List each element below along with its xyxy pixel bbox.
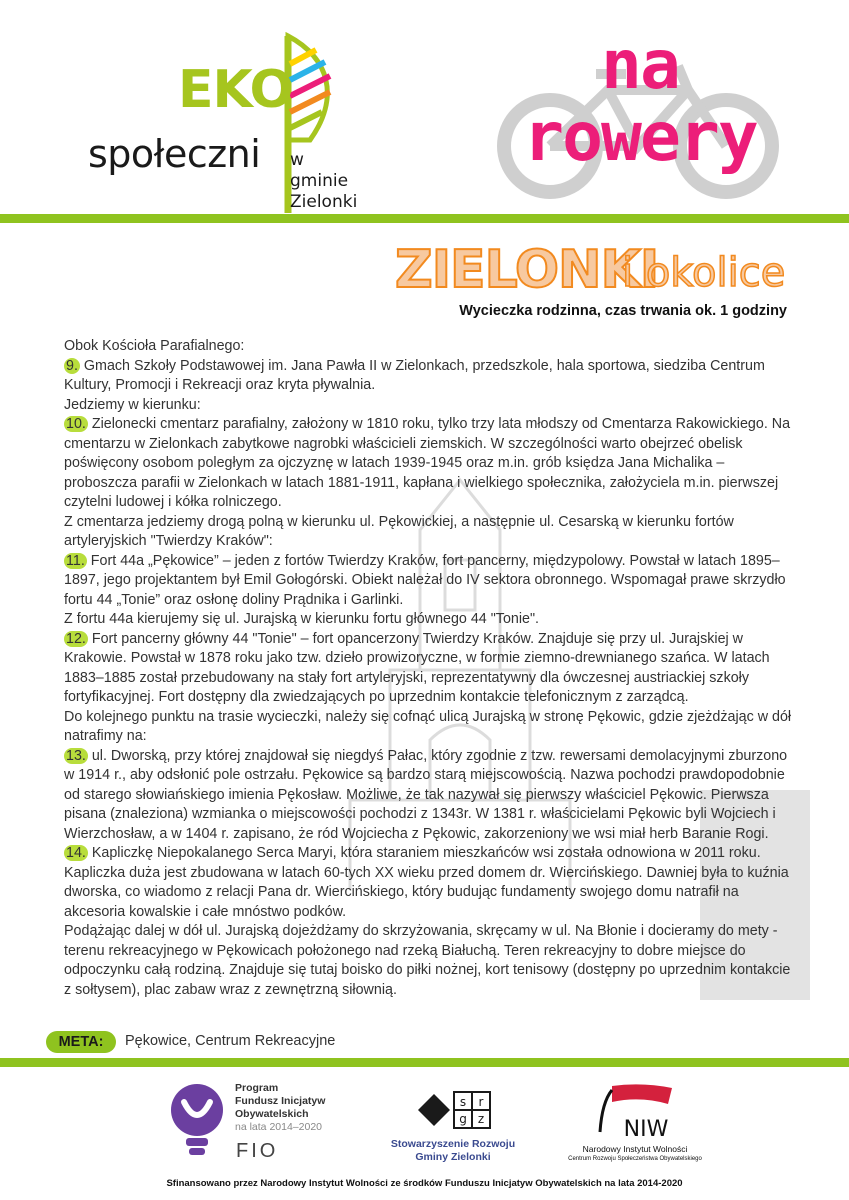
stop-number-10: 10. bbox=[66, 416, 86, 432]
fio-line1: Program bbox=[235, 1082, 279, 1094]
route-title-main: ZIELONKI bbox=[395, 240, 659, 300]
niw-flag-logo-icon bbox=[582, 1082, 692, 1142]
stop-9-text: Gmach Szkoły Podstawowej im. Jana Pawła II w Zielonkach, przedszkole, hala sportowa, siedziba Centrum Kultury, Promocji i Rekreacji oraz kryta pływalnia. bbox=[64, 357, 765, 393]
route-title-small: i okolice bbox=[622, 250, 786, 296]
direction-3: Z fortu 44a kierujemy się ul. Jurajską w kierunku fortu głównego 44 "Tonie". bbox=[64, 611, 540, 627]
logo-gmina-line2: Zielonki bbox=[290, 192, 358, 212]
fio-line4: na lata 2014–2020 bbox=[235, 1121, 322, 1133]
srgz-letter-g: g bbox=[459, 1112, 467, 1126]
meta-badge: META: bbox=[46, 1031, 116, 1053]
direction-2: Z cmentarza jedziemy drogą polną w kierunku ul. Pękowickiej, a następnie ul. Cesarską w kierunku fortów artyleryjskich "Twierdzy Kraków": bbox=[64, 513, 734, 549]
stop-number-9: 9. bbox=[66, 357, 78, 374]
route-subtitle: Wycieczka rodzinna, czas trwania ok. 1 godziny bbox=[459, 303, 787, 319]
stop-number-11: 11. bbox=[66, 552, 85, 569]
logo-gmina-text bbox=[290, 150, 357, 213]
stop-number-13: 13. bbox=[66, 747, 86, 764]
fio-logo-text: FIO bbox=[236, 1140, 279, 1162]
srgz-letter-r: r bbox=[478, 1095, 484, 1109]
stop-11 bbox=[64, 552, 794, 611]
meta-destination: Pękowice, Centrum Rekreacyjne bbox=[125, 1033, 336, 1049]
direction-4: Do kolejnego punktu na trasie wycieczki, należy się cofnąć ulicą Jurajską w stronę Pękowic, gdzie zjeżdżając w dół natrafimy na: bbox=[64, 708, 792, 744]
srgz-caption bbox=[378, 1138, 528, 1164]
stop-number-14: 14. bbox=[66, 845, 86, 861]
niw-caption bbox=[565, 1144, 705, 1164]
funding-note: Sfinansowano przez Narodowy Instytut Wolności ze środków Funduszu Inicjatyw Obywatelskich na lata 2014-2020 bbox=[166, 1178, 683, 1189]
na-rowery-title bbox=[490, 26, 790, 177]
fio-line2: Fundusz Inicjatyw bbox=[235, 1095, 326, 1107]
stop-10 bbox=[64, 415, 794, 513]
fio-lightbulb-icon bbox=[162, 1080, 232, 1160]
srgz-logo-icon bbox=[414, 1090, 494, 1130]
stop-10-text: Zielonecki cmentarz parafialny, założony w 1810 roku, tylko trzy lata młodszy od Cmentarza Rakowickiego. Na cmentarzu w Zielonkach zabytkowe nagrobki właścicieli ziemskich. W szczególności warto obejrzeć obelisk poświęcony osobom poległym za ojczyznę w latach 1939-1945 oraz m.in. grób księdza Jana Michalika – proboszcza parafii w Zielonkach w latach 1881-1911, kapłana i wielkiego społecznika, założyciela m.in. pierwszej czytelni ludowej i kółka rolniczego. bbox=[64, 416, 791, 510]
stop-13-text: ul. Dworską, przy której znajdował się niegdyś Pałac, który zgodnie z tzw. rewersami demolacyjnymi zburzono w 1914 r., aby odsłonić pole ostrzału. Pękowice są bardzo starą miejscowością. Nazwa pochodzi prawdopodobnie od starego słowiańskiego imienia Pękosław. Możliwe, że tak nazywał się pierwszy właściciel Pękowic. Pierwsza pisana (znaleziona) wzmianka o miejscowości pochodzi z 1343r. W 1381 r. właścicielami Pękowic byli Wojciech i Wierzchosław, a w 1404 r. zapisano, że ród Wojciecha z Pękowic, zakorzeniony we wsi miał herb Baranie Rogi. bbox=[64, 747, 788, 842]
stop-14 bbox=[64, 844, 794, 922]
niw-logo-text: NIW bbox=[623, 1117, 669, 1142]
logo-gmina-line1: w gminie bbox=[290, 150, 349, 191]
stop-12-text: Fort pancerny główny 44 "Tonie" – fort opancerzony Twierdzy Kraków. Znajduje się przy ul. Jurajskiej w Krakowie. Powstał w 1878 roku jako tzw. dzieło prowizoryczne, w formie ziemno-drewnianego szańca. W latach 1883–1885 został przebudowany na stały fort artyleryjski, reprezentatywny dla ówczesnej austriackiej szkoły fortyfikacyjnej. Fort dostępny dla zwiedzających po uprzednim kontakcie telefonicznym z zarządcą. bbox=[64, 630, 770, 705]
top-divider-bar bbox=[0, 214, 849, 223]
srgz-letter-z: z bbox=[477, 1112, 485, 1126]
na-rowery-line1: na bbox=[601, 26, 679, 105]
stop-9 bbox=[64, 357, 794, 396]
logo-spoleczni-word: społeczni bbox=[88, 132, 261, 176]
niw-line1: Narodowy Instytut Wolności bbox=[582, 1144, 688, 1154]
srgz-line1: Stowarzyszenie Rozwoju bbox=[390, 1138, 516, 1150]
closing-paragraph: Podążając dalej w dół ul. Jurajską dojeżdżamy do skrzyżowania, skręcamy w ul. Na Błonie i docieramy do mety - terenu rekreacyjnego w Pękowicach położonego nad rzeką Białuchą. Teren rekreacyjny to dobre miejsce do odpoczynku całą rodziną. Znajduje się tutaj boisko do piłki nożnej, kort tenisowy (dostępny po uprzednim kontakcie z sołtysem), plac zabaw wraz z zewnętrzną siłownią. bbox=[64, 923, 791, 998]
srgz-line2: Gminy Zielonki bbox=[415, 1151, 491, 1163]
srgz-letter-s: s bbox=[459, 1095, 467, 1109]
bottom-divider-bar bbox=[0, 1058, 849, 1067]
logo-eko-word: EKO bbox=[178, 60, 293, 120]
fio-line3: Obywatelskich bbox=[235, 1108, 309, 1120]
niw-line2: Centrum Rozwoju Społeczeństwa Obywatelskiego bbox=[568, 1156, 702, 1162]
intro-line: Obok Kościoła Parafialnego: bbox=[64, 338, 245, 354]
stop-14-text: Kapliczkę Niepokalanego Serca Maryi, która staraniem mieszkańców wsi została odnowiona w 2011 roku. Kapliczka duża jest zbudowana w latach 60-tych XX wieku przed domem dr. Wiercińskiego. Dawniej była to kuźnia dworska, co wiadomo z relacji Pana dr. Wiercińskiego, który budując fundamenty swojego domu natrafił na akcesoria kowalskie i całe mnóstwo podków. bbox=[64, 845, 789, 920]
fio-program-text bbox=[235, 1082, 325, 1134]
direction-1: Jedziemy w kierunku: bbox=[64, 396, 201, 413]
stop-12 bbox=[64, 630, 794, 708]
route-description bbox=[64, 337, 794, 1000]
stop-number-12: 12. bbox=[66, 630, 86, 647]
stop-11-text: Fort 44a „Pękowice” – jeden z fortów Twierdzy Kraków, fort pancerny, międzypolowy. Powstał w latach 1895–1897, jego projektantem był Emil Gołogórski. Obiekt należał do IV sektora obronnego. Wspomagał prawe skrzydło fortu 44 „Tonie” oraz osłonę doliny Prądnika i Garlinki. bbox=[64, 552, 786, 608]
stop-13 bbox=[64, 747, 794, 845]
na-rowery-line2: rowery bbox=[523, 98, 757, 177]
